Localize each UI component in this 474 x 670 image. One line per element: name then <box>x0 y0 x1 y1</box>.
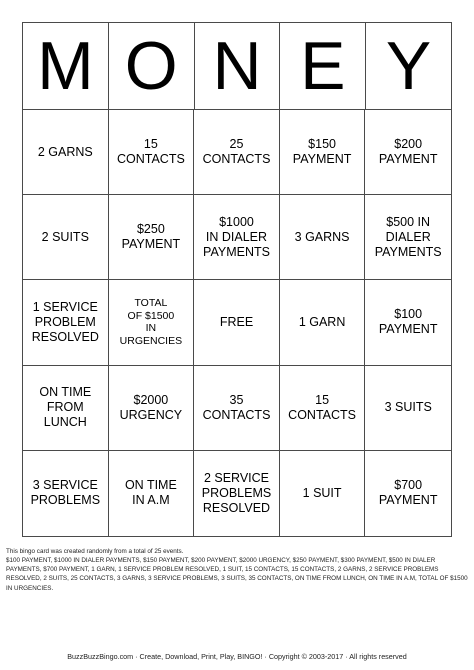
bingo-cell: $250 PAYMENT <box>109 195 195 280</box>
bingo-cell: $100 PAYMENT <box>365 280 451 365</box>
bingo-grid <box>23 110 451 536</box>
bingo-cell: 3 GARNS <box>280 195 366 280</box>
bingo-cell: TOTAL OF $1500 IN URGENCIES <box>109 280 195 365</box>
header-letter-y: Y <box>385 28 432 104</box>
note-event-list: $100 PAYMENT, $1000 IN DIALER PAYMENTS, $150 PAYMENT, $200 PAYMENT, $2000 URGENCY, $250 PAYMENT, $300 PAYMENT, $500 IN DIALER PAYMENTS, $700 PAYMENT, 1 GARN, 1 SERVICE PROBLEM RESOLVED, 1 SUIT, 15 CONTACTS, 15 CONTACTS, 2 GARNS, 2 SERVICE PROBLEMS RESOLVED, 2 SUITS, 25 CONTACTS, 3 GARNS, 3 SERVICE PROBLEMS, 3 SUITS, 35 CONTACTS, ON TIME FROM LUNCH, ON TIME IN A.M, TOTAL OF $1500 IN URGENCIES. <box>6 557 468 592</box>
free-space-cell: FREE <box>194 280 280 365</box>
bingo-cell: 25 CONTACTS <box>194 110 280 195</box>
bingo-cell: 2 SUITS <box>23 195 109 280</box>
note-intro: This bingo card was created randomly from a total of 25 events. <box>6 548 184 555</box>
bingo-cell: $200 PAYMENT <box>365 110 451 195</box>
bingo-cell: 1 SERVICE PROBLEM RESOLVED <box>23 280 109 365</box>
header-letter-n: N <box>195 23 281 109</box>
bingo-cell: ON TIME IN A.M <box>109 451 195 536</box>
bingo-cell: 1 GARN <box>280 280 366 365</box>
bingo-cell: $700 PAYMENT <box>378 478 438 508</box>
bingo-cell: 3 SUITS <box>365 366 451 451</box>
bingo-cell: 35 CONTACTS <box>194 366 280 451</box>
site-footer: BuzzBuzzBingo.com · Create, Download, Print, Play, BINGO! · Copyright © 2003-2017 · All rights reserved <box>67 652 407 661</box>
bingo-cell: 2 SERVICE PROBLEMS RESOLVED <box>194 451 280 536</box>
bingo-cell: 3 SERVICE PROBLEMS <box>23 451 109 536</box>
header-letter-o: O <box>109 23 195 109</box>
bingo-cell: ON TIME FROM LUNCH <box>23 366 109 451</box>
generation-note <box>6 547 468 593</box>
bingo-cell: 2 GARNS <box>23 110 109 195</box>
bingo-cell: $1000 IN DIALER PAYMENTS <box>194 195 280 280</box>
bingo-card <box>22 22 452 537</box>
header-letter-m: M <box>23 23 109 109</box>
bingo-cell: 1 SUIT <box>280 451 366 536</box>
bingo-cell: $150 PAYMENT <box>280 110 366 195</box>
bingo-cell: $2000 URGENCY <box>109 366 195 451</box>
bingo-cell: 15 CONTACTS <box>280 366 366 451</box>
header-letter-e: E <box>280 23 366 109</box>
bingo-cell: $500 IN DIALER PAYMENTS <box>365 195 451 280</box>
bingo-header <box>23 23 451 110</box>
bingo-cell: 15 CONTACTS <box>109 110 195 195</box>
